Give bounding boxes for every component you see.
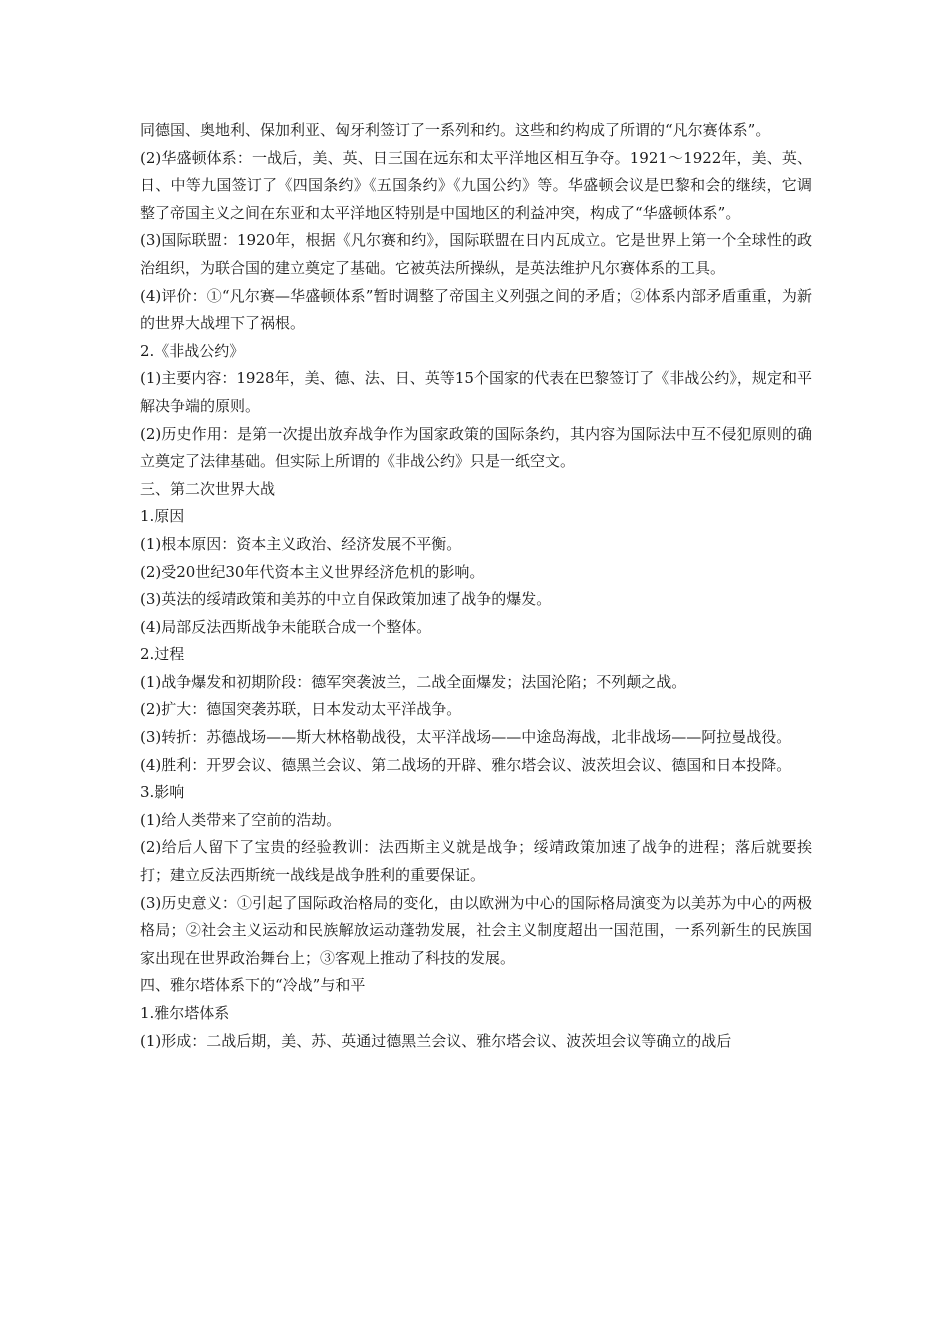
- document-body: [140, 117, 812, 1055]
- heading-kellogg-pact: 2.《非战公约》: [140, 341, 245, 360]
- paragraph-cause-3: (3)英法的绥靖政策和美苏的中立自保政策加速了战争的爆发。: [140, 590, 552, 609]
- heading-process: 2.过程: [140, 645, 185, 664]
- paragraph-evaluation: (4)评价：①“凡尔赛—华盛顿体系”暂时调整了帝国主义列强之间的矛盾；②体系内部矛盾重重，为新的世界大战埋下了祸根。: [140, 286, 812, 333]
- paragraph-versailles-conclusion: 同德国、奥地利、保加利亚、匈牙利签订了一系列和约。这些和约构成了所谓的“凡尔赛体系”。: [140, 121, 771, 139]
- paragraph-league-of-nations: (3)国际联盟：1920年，根据《凡尔赛和约》，国际联盟在日内瓦成立。它是世界上第一个全球性的政治组织，为联合国的建立奠定了基础。它被英法所操纵，是英法维护凡尔赛体系的工具。: [140, 231, 812, 277]
- section-heading-cold-war: 四、雅尔塔体系下的“冷战”与和平: [140, 976, 366, 995]
- heading-yalta-system: 1.雅尔塔体系: [140, 1004, 230, 1022]
- paragraph-yalta-formation: (1)形成：二战后期，美、苏、英通过德黑兰会议、雅尔塔会议、波茨坦会议等确立的战后: [140, 1031, 732, 1050]
- paragraph-pact-role: (2)历史作用：是第一次提出放弃战争作为国家政策的国际条约，其内容为国际法中互不侵犯原则的确立奠定了法律基础。但实际上所谓的《非战公约》只是一纸空文。: [140, 424, 812, 471]
- paragraph-cause-4: (4)局部反法西斯战争未能联合成一个整体。: [140, 617, 432, 636]
- paragraph-washington-system: (2)华盛顿体系：一战后，美、英、日三国在远东和太平洋地区相互争夺。1921～1922年，美、英、日、中等九国签订了《四国条约》《五国条约》《九国公约》等。华盛顿会议是巴黎和会的继续，它调整了帝国主义之间在东亚和太平洋地区特别是中国地区的利益冲突，构成了“华盛顿体系”。: [140, 148, 812, 222]
- paragraph-process-1: (1)战争爆发和初期阶段：德军突袭波兰，二战全面爆发；法国沦陷；不列颠之战。: [140, 672, 687, 691]
- paragraph-impact-3: (3)历史意义：①引起了国际政治格局的变化，由以欧洲为中心的国际格局演变为以美苏为中心的两极格局；②社会主义运动和民族解放运动蓬勃发展，社会主义制度超出一国范围，一系列新生的民族国家出现在世界政治舞台上；③客观上推动了科技的发展。: [140, 893, 812, 967]
- heading-impact: 3.影响: [140, 783, 185, 802]
- paragraph-cause-1: (1)根本原因：资本主义政治、经济发展不平衡。: [140, 534, 462, 553]
- paragraph-process-4: (4)胜利：开罗会议、德黑兰会议、第二战场的开辟、雅尔塔会议、波茨坦会议、德国和日本投降。: [140, 755, 792, 774]
- paragraph-pact-content: (1)主要内容：1928年，美、德、法、日、英等15个国家的代表在巴黎签订了《非战公约》，规定和平解决争端的原则。: [140, 369, 812, 415]
- paragraph-process-3: (3)转折：苏德战场——斯大林格勒战役，太平洋战场——中途岛海战，北非战场——阿拉曼战役。: [140, 728, 792, 747]
- heading-causes: 1.原因: [140, 507, 185, 526]
- paragraph-impact-2: (2)给后人留下了宝贵的经验教训：法西斯主义就是战争；绥靖政策加速了战争的进程；落后就要挨打；建立反法西斯统一战线是战争胜利的重要保证。: [140, 838, 812, 885]
- paragraph-impact-1: (1)给人类带来了空前的浩劫。: [140, 810, 342, 829]
- section-heading-ww2: 三、第二次世界大战: [140, 479, 276, 498]
- paragraph-cause-2: (2)受20世纪30年代资本主义世界经济危机的影响。: [140, 562, 485, 581]
- paragraph-process-2: (2)扩大：德国突袭苏联，日本发动太平洋战争。: [140, 700, 462, 719]
